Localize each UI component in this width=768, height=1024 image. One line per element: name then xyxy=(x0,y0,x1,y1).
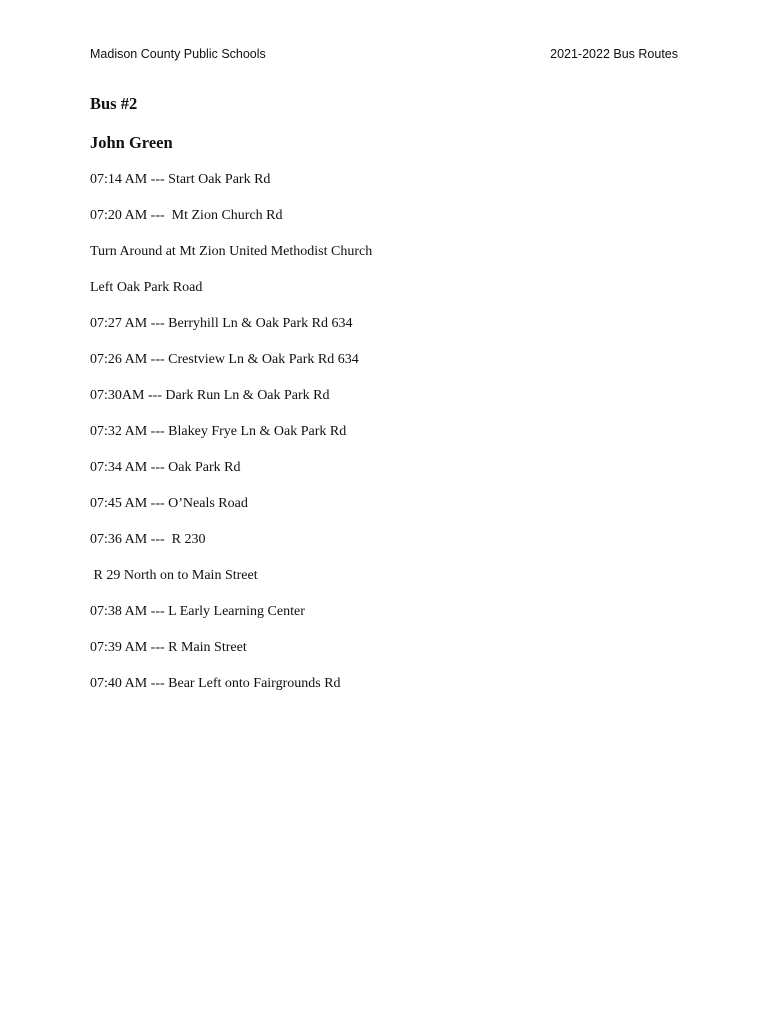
route-stop: 07:14 AM --- Start Oak Park Rd xyxy=(90,172,271,187)
route-stop: 07:26 AM --- Crestview Ln & Oak Park Rd 634 xyxy=(90,352,359,367)
header-route-year: 2021-2022 Bus Routes xyxy=(550,47,678,61)
route-stop-list xyxy=(90,171,372,711)
route-stop: 07:34 AM --- Oak Park Rd xyxy=(90,460,241,475)
route-stop: 07:36 AM --- R 230 xyxy=(90,532,206,547)
bus-number-heading: Bus #2 xyxy=(90,94,138,113)
route-stop: Left Oak Park Road xyxy=(90,280,203,295)
route-stop: 07:38 AM --- L Early Learning Center xyxy=(90,604,305,619)
route-stop: 07:30AM --- Dark Run Ln & Oak Park Rd xyxy=(90,388,330,403)
route-stop: 07:45 AM --- O’Neals Road xyxy=(90,496,248,511)
driver-name-heading: John Green xyxy=(90,133,173,152)
route-stop: R 29 North on to Main Street xyxy=(90,568,258,583)
route-stop: 07:27 AM --- Berryhill Ln & Oak Park Rd 634 xyxy=(90,316,353,331)
header-district-name: Madison County Public Schools xyxy=(90,47,266,61)
route-stop: 07:32 AM --- Blakey Frye Ln & Oak Park Rd xyxy=(90,424,347,439)
route-stop: 07:39 AM --- R Main Street xyxy=(90,640,247,655)
route-stop: Turn Around at Mt Zion United Methodist Church xyxy=(90,244,373,259)
route-stop: 07:40 AM --- Bear Left onto Fairgrounds Rd xyxy=(90,676,341,691)
route-stop: 07:20 AM --- Mt Zion Church Rd xyxy=(90,208,283,223)
